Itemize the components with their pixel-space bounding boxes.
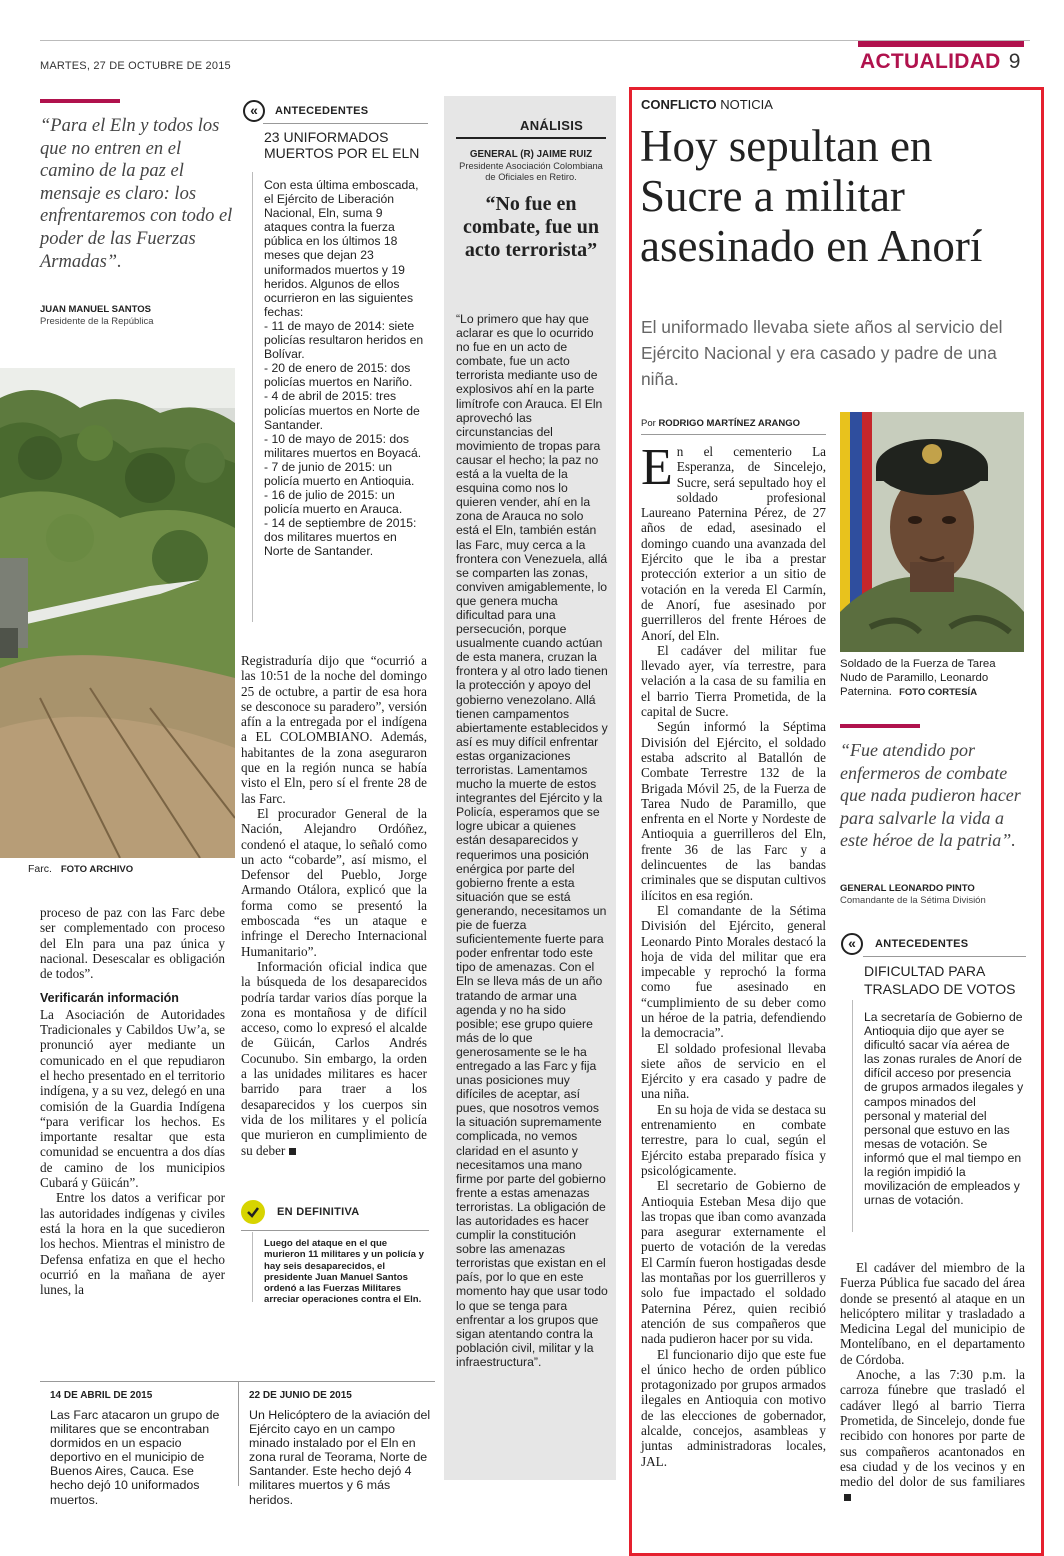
antecedentes-title: 23 UNIFORMADOS MUERTOS POR EL ELN: [264, 129, 420, 161]
page-date: MARTES, 27 DE OCTUBRE DE 2015: [40, 60, 231, 72]
analysis-label: ANÁLISIS: [520, 118, 584, 133]
byline-name: RODRIGO MARTÍNEZ ARANGO: [658, 418, 801, 429]
en-definitiva-label: EN DEFINITIVA: [277, 1206, 360, 1218]
soldier-portrait-photo: [840, 412, 1024, 652]
byline-rule: [641, 434, 826, 435]
antecedentes-box-1: [243, 100, 428, 161]
left-body-paragraph: Entre los datos a verificar por las autoridades indígenas y civiles está la hora en la que sucedieron los hechos. Mientras el ministro de Defensa enfatiza en que el hecho ocurrió en la mañana de ayer lunes, la: [40, 1190, 225, 1298]
timeline-date: 14 DE ABRIL DE 2015: [50, 1390, 153, 1401]
analysis-headline: “No fue en combate, fue un acto terrorista”: [462, 193, 600, 261]
analysis-author: GENERAL (R) JAIME RUIZ: [469, 149, 593, 160]
feature-paragraph: Según informó la Séptima División del Ejército, el soldado estaba adscrito al Batallón de Combate Terrestre 132 de la Brigada Móvil 25, de la Fuerza de Tarea Nudo de Paramillo, que enfrenta en el Norte y Nordeste de Antioquia a guerrilleros del Eln, frente 36 de las Farc y a delincuentes de las bandas criminales que se disputan cultivos ilícitos en esa región.: [641, 719, 826, 903]
double-chevron-left-icon: «: [243, 100, 265, 122]
quote-author: JUAN MANUEL SANTOS: [40, 304, 152, 315]
photo-left-credit: FOTO ARCHIVO: [60, 864, 134, 875]
left-body-subhead: Verificarán información: [40, 991, 179, 1006]
jungle-illustration: [0, 368, 235, 858]
end-mark-icon: [289, 1148, 296, 1155]
quote-author-role: Presidente de la República: [40, 316, 154, 327]
double-chevron-left-icon: «: [841, 933, 863, 955]
antecedentes-1-text: [264, 178, 426, 559]
antecedentes-item: - 14 de septiembre de 2015: dos militares muertos en Norte de Santander.: [264, 516, 417, 559]
left-body-column: [40, 905, 225, 1297]
feature-kicker: [641, 97, 773, 112]
antecedentes-2-title: DIFICULTAD PARA TRASLADO DE VOTOS: [864, 963, 1016, 997]
photo-jungle-helicopter: [0, 368, 235, 858]
feature-paragraph: n el cementerio La Esperanza, de Sincelejo, Sucre, será sepultado hoy el soldado profesional Laureano Paternina Pérez, de 27 años de edad, asesinado el domingo cuando una avanzada del Ejército que le iba a prestar protección exterior a un sitio de votación en la vereda El Carmín, de Anorí, fue asesinado por guerrilleros del frente Héroes de Anorí, del Eln.: [641, 444, 826, 643]
quote-pinto-accent-bar: [840, 724, 920, 728]
drop-cap: E: [641, 439, 673, 496]
feature-lead-paragraph: [641, 439, 826, 643]
en-definitiva-vertical-rule: [252, 1232, 253, 1302]
photo-left-caption-text: Farc.: [28, 863, 52, 875]
en-definitiva-box: [241, 1200, 429, 1231]
feature-byline: [641, 418, 800, 429]
antecedentes-1-vertical-rule: [252, 172, 253, 622]
antecedentes-item: - 4 de abril de 2015: tres policías muertos en Norte de Santander.: [264, 389, 420, 432]
quote-accent-bar: [40, 99, 120, 103]
middle-body-paragraph: El procurador General de la Nación, Alejandro Ordóñez, condenó el ataque, lo señaló como un acto “cobarde”, así mismo, el Defensor del Pueblo, Jorge Armando Otálora, explicó que la forma como se presentó la emboscada “es un ataque e infringe el Derecho Internacional Humanitario”.: [241, 805, 427, 959]
antecedentes-2-vertical-rule: [852, 1000, 853, 1232]
feature-closing-paragraph: [840, 1367, 1025, 1505]
end-mark-icon: [844, 1494, 851, 1501]
portrait-caption-text: Soldado de la Fuerza de Tarea Nudo de Paramillo, Leonardo Paternina.: [840, 658, 996, 699]
feature-paragraph: El comandante de la Sétima División del Ejército, general Leonardo Pinto Morales destacó la hoja de vida del militar que era impecable y reprochó la forma como fue asesinado en “cumplimiento de su deber como un héroe de la patria, defendiendo la democracia”.: [641, 902, 826, 1041]
section-accent-bar: [858, 41, 1024, 47]
section-name: ACTUALIDAD: [860, 50, 1001, 73]
antecedentes-intro: Con esta última emboscada, el Ejército de Liberación Nacional, Eln, suma 9 ataques contra la fuerza pública en los últimos 18 meses que dejan 23 uniformados muertos y 19 heridos. Algunos de ellos ocurrieron en las siguientes fechas:: [264, 178, 419, 319]
soldier-portrait-illustration: [840, 412, 1024, 652]
antecedentes-label: ANTECEDENTES: [275, 105, 369, 117]
middle-body-column: [241, 653, 427, 1158]
antecedentes-box-2: [841, 933, 1026, 998]
left-body-paragraph: La Asociación de Autoridades Tradicionales y Cabildos Uw’a, se pronunció ayer mediante un comunicado en el que repudiaron el hecho presentado en el territorio indígena, y a su vez, delegó en una comisión de la Guardia Indígena “para verificar los hechos. Es importante resaltar que esta comunidad se encuentra a dos días de camino de los municipios Cubará y Güicán”.: [40, 1006, 225, 1191]
en-definitiva-divider: [241, 1230, 429, 1231]
portrait-credit: FOTO CORTESÍA: [899, 687, 978, 699]
feature-paragraph: En su hoja de vida se destaca su entrenamiento en combate terrestre, para lo cual, según el Ejército estaba preparado física y psicológicamente.: [641, 1101, 826, 1178]
feature-body-column: [641, 439, 826, 1469]
pull-quote-pinto: “Fue atendido por enfermeros de combate que nada pudieron hacer para salvarle la vida a este héroe de la patria”.: [840, 740, 1021, 851]
left-body-paragraph: proceso de paz con las Farc debe ser complementado con proceso del Eln para una paz única y nacional. Desescalar es obligación de todos”.: [40, 905, 225, 982]
middle-body-paragraph: Información oficial indica que la búsqueda de los desaparecidos podría tardar varios días porque la zona es montañosa y de difícil acceso, como lo expresó el alcalde de Güicán, Carlos Andrés Cocunubo. Sin embargo, la orden a las unidades militares es hacer barrido para traer a los desaparecidos y los cuerpos sin vida de los militares y el policía que murieron en cumplimiento de su deber: [241, 958, 427, 1158]
photo-left-caption: [28, 863, 133, 875]
feature-headline: Hoy sepultan en Sucre a militar asesinado en Anorí: [640, 121, 983, 271]
feature-paragraph: El funcionario dijo que este fue el único hecho de orden público protagonizado por grupos armados ilegales en Antioquia con motivo de las elecciones de gobernador, alcalde, concejos, asambleas y juntas administradoras locales, JAL.: [641, 1346, 826, 1469]
antecedentes-item: - 16 de julio de 2015: un policía muerto en Arauca.: [264, 488, 403, 517]
feature-deck: El uniformado llevaba siete años al servicio del Ejército Nacional y era casado y padre de una niña.: [641, 317, 1003, 389]
page-number: 9: [1008, 50, 1021, 73]
analysis-author-role: Presidente Asociación Colombiana de Oficiales en Retiro.: [459, 161, 603, 182]
analysis-text: “Lo primero que hay que aclarar es que lo ocurrido no fue en un acto de combate, fue un acto terrorista mediante uso de explosivos ahí en la parte limítrofe con Arauca. El Eln aprovechó las circunstancias del movimiento de tropas para causar el hecho; la paz no está a la vuelta de la esquina como nos lo quieren vender, ahí en la zona de Arauca no solo está el Eln, también están las Farc, muy cerca a la frontera con Venezuela, allá se comparten las zonas, conviven amigablemente, lo que genera mucha dificultad para una persecución, porque usualmente cuando actúan de esta manera, cruzan la frontera y al otro lado tienen la protección y apoyo del gobierno venezolano. Allá tienen campamentos abiertamente establecidos y así es muy difícil enfrentar estas organizaciones terroristas. Lamentamos mucho la muerte de estos integrantes del Ejército y la Policía, esperamos que se logre ubicar a quienes están desaparecidos y requerimos una posición enérgica por parte del gobierno frente a esta situación que se está generando, necesitamos un pie de fuerza suficientemente fuerte para poder enfrentar todo este tipo de amenazas. Con el Eln se lleva más de un año tratando de armar una agenda y no ha sido posible; ese grupo quiere más de lo que generosamente se le ha entregado a las Farc y fija unas posiciones muy difíciles de aceptar, así pues, que nosotros vemos la situación supremamente complicada, no vemos claridad en el asunto y necesitamos una mano firme por parte del gobierno frente a estas amenazas terroristas. La obligación de las autoridades es hacer cumplir la constitución sobre las amenazas terroristas que existan en el país, por lo que en este momento hay que usar todo lo que se tenga para enfrentar a los grupos que sigan atentando contra la población civil, militar y la infraestructura”.: [456, 312, 608, 1369]
feature-paragraph: El secretario de Gobierno de Antioquia Esteban Mesa dijo que las tropas que iban como avanzada para asegurar externamente el puerto de votación de la veredas El Carmín fueron hostigadas desde las montañas por los guerrilleros y solo fue impactado el soldado Paternina Pérez, quien recibió atención de sus compañeros que nada pudieron hacer por su vida.: [641, 1178, 826, 1347]
quote-pinto-role: Comandante de la Sétima División: [840, 895, 986, 906]
antecedentes-2-text: La secretaría de Gobierno de Antioquia dijo que ayer se dificultó sacar vía aérea de las zonas rurales de Anorí de difícil acceso por presencia de grupos armados ilegales y campos minados del personal y material del personal que estuvo en las mesas de votación. Se informó que el mal tiempo en la región impidió la movilización de empleados y urnas de votación.: [864, 1010, 1024, 1208]
feature-paragraph: El cadáver del miembro de la Fuerza Pública fue sacado del área donde se presentó al ataque en un helicóptero militar y trasladado a Medicina Legal del municipio de Montelíbano, en el departamento de Córdoba.: [840, 1260, 1025, 1367]
en-definitiva-text: Luego del ataque en el que murieron 11 militares y un policía y hay seis desaparecidos, el presidente Juan Manuel Santos ordenó a las Fuerzas Militares arreciar operaciones contra el Eln.: [264, 1238, 424, 1306]
timeline-divider: [238, 1381, 239, 1486]
middle-body-paragraph-wrap: [241, 959, 427, 1158]
portrait-caption: [840, 657, 1025, 701]
feature-paragraph: El cadáver del militar fue llevado ayer, vía terrestre, para velación a la casa de su familia en el barrio Tierra Prometida, de la capital de Sucre.: [641, 642, 826, 720]
antecedentes-item: - 20 de enero de 2015: dos policías muertos en Nariño.: [264, 361, 413, 390]
timeline-date: 22 DE JUNIO DE 2015: [249, 1390, 352, 1401]
antecedentes-2-divider: [863, 956, 1026, 957]
antecedentes-divider: [263, 123, 428, 124]
timeline-item-1: [50, 1390, 230, 1507]
timeline-text: Un Helicóptero de la aviación del Ejército cayo en un campo minado instalado por el Eln en zona rural de Teorama, Norte de Santander. Este hecho dejó 4 militares muertos y 6 más heridos.: [249, 1408, 431, 1507]
middle-body-paragraph: Registraduría dijo que “ocurrió a las 10:51 de la noche del domingo 25 de octubre, a partir de esa hora se desconoce su paradero”, versión afín a la entregada por el indígena a EL COLOMBIANO. Además, habitantes de la zona aseguraron que en la región nunca se había visto el Eln, pero sí el frente 28 de las Farc.: [241, 653, 427, 806]
quote-pinto-author: GENERAL LEONARDO PINTO: [840, 883, 975, 894]
feature-paragraph: El soldado profesional llevaba siete años de servicio en el Ejército y era casado y padre de una niña.: [641, 1040, 826, 1102]
timeline-text: Las Farc atacaron un grupo de militares que se encontraban dormidos en un espacio deportivo en el municipio de Buenos Aires, Cauca. Ese hecho dejó 10 uniformados muertos.: [50, 1408, 220, 1507]
antecedentes-2-label: ANTECEDENTES: [875, 938, 969, 950]
analysis-top-rule: [456, 137, 606, 139]
feature-kicker-section: CONFLICTO: [641, 97, 717, 112]
antecedentes-item: - 10 de mayo de 2015: dos militares muertos en Boyacá.: [264, 431, 422, 460]
byline-prefix: Por: [641, 418, 656, 429]
timeline-item-2: [249, 1390, 431, 1507]
antecedentes-item: - 11 de mayo de 2014: siete policías resultaron heridos en Bolívar.: [264, 318, 424, 362]
section-label: [860, 50, 1021, 74]
pull-quote-santos: “Para el Eln y todos los que no entren en el camino de la paz el mensaje es claro: los enfrentaremos con todo el poder de las Fuerzas Armadas”.: [40, 116, 233, 272]
antecedentes-item: - 7 de junio de 2015: un policía muerto en Antioquia.: [264, 459, 415, 488]
feature-kicker-type: NOTICIA: [720, 97, 773, 112]
feature-paragraph: Anoche, a las 7:30 p.m. la carroza fúnebre que trasladó el cadáver llegó al barrio Tierra Prometida, de Sincelejo, donde fue recibido con honores por parte de sus compañeros acantonados en esa ciudad y de los vecinos y en medio del dolor de sus familiares: [840, 1367, 1025, 1490]
feature-right-column: [840, 1260, 1025, 1505]
checkmark-badge-icon: [241, 1200, 265, 1224]
